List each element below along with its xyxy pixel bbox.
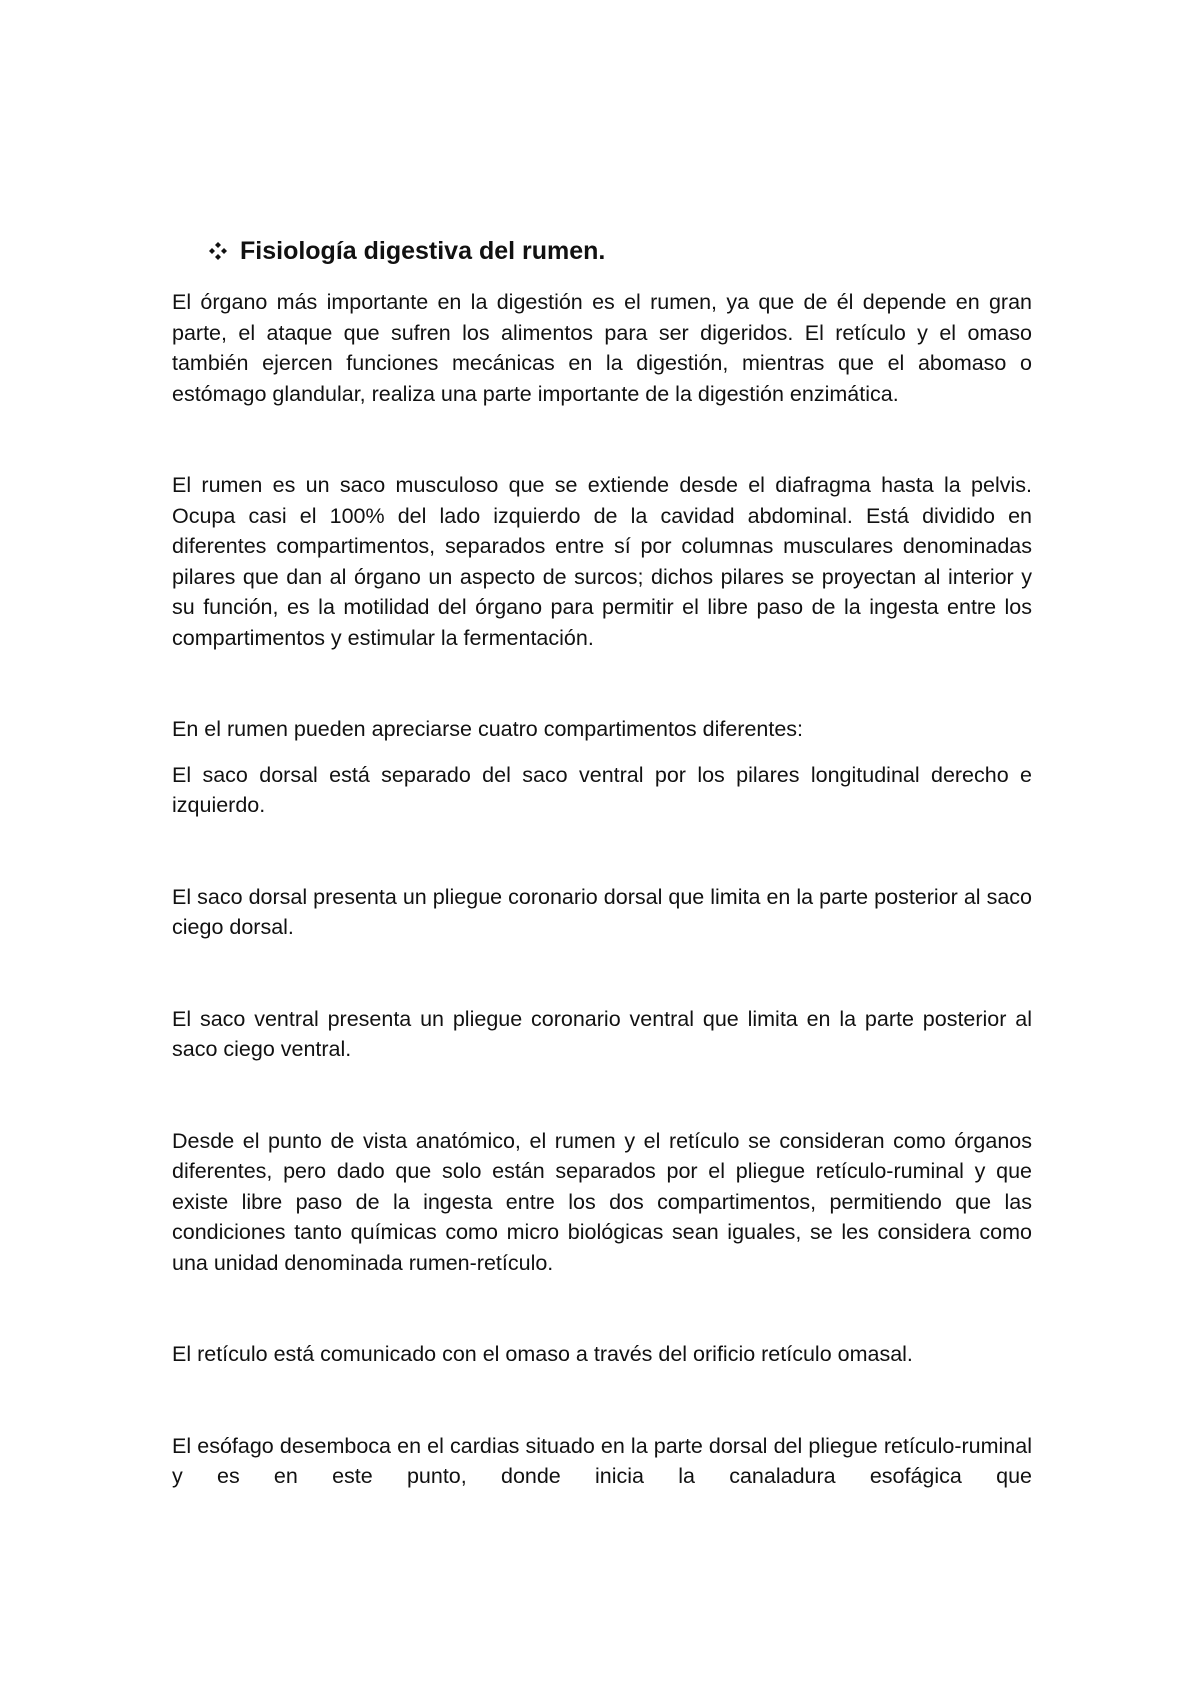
paragraph-9: El esófago desemboca en el cardias situado en la parte dorsal del pliegue retículo-ruminal y es en este punto, donde inicia la canaladura esofágica que (172, 1433, 1032, 1488)
paragraph-4: El saco dorsal está separado del saco ventral por los pilares longitudinal derecho e izquierdo. (172, 762, 1032, 817)
four-diamond-bullet-icon (208, 241, 228, 261)
section-heading (208, 236, 605, 266)
paragraph-2: El rumen es un saco musculoso que se extiende desde el diafragma hasta la pelvis. Ocupa casi el 100% del lado izquierdo de la cavidad abdominal. Está dividido en diferentes compartimentos, separados entre sí por columnas musculares denominadas pilares que dan al órgano un aspecto de surcos; dichos pilares se proyectan al interior y su función, es la motilidad del órgano para permitir el libre paso de la ingesta entre los compartimentos y estimular la fermentación. (172, 473, 1032, 650)
paragraph-1: El órgano más importante en la digestión es el rumen, ya que de él depende en gran parte, el ataque que sufren los alimentos para ser digeridos. El retículo y el omaso también ejercen funciones mecánicas en la digestión, mientras que el abomaso o estómago glandular, realiza una parte importante de la digestión enzimática. (172, 290, 1032, 406)
paragraph-6: El saco ventral presenta un pliegue coronario ventral que limita en la parte posterior al saco ciego ventral. (172, 1006, 1032, 1061)
paragraph-5: El saco dorsal presenta un pliegue coronario dorsal que limita en la parte posterior al saco ciego dorsal. (172, 884, 1032, 939)
paragraph-7: Desde el punto de vista anatómico, el rumen y el retículo se consideran como órganos diferentes, pero dado que solo están separados por el pliegue retículo-ruminal y que existe libre paso de la ingesta entre los dos compartimentos, permitiendo que las condiciones tanto químicas como micro biológicas sean iguales, se les considera como una unidad denominada rumen-retículo. (172, 1128, 1032, 1275)
paragraph-3: En el rumen pueden apreciarse cuatro compartimentos diferentes: (172, 717, 804, 741)
body-text (172, 287, 1032, 1492)
paragraph-8: El retículo está comunicado con el omaso a través del orificio retículo omasal. (172, 1342, 913, 1366)
section-heading-text: Fisiología digestiva del rumen. (240, 237, 606, 265)
